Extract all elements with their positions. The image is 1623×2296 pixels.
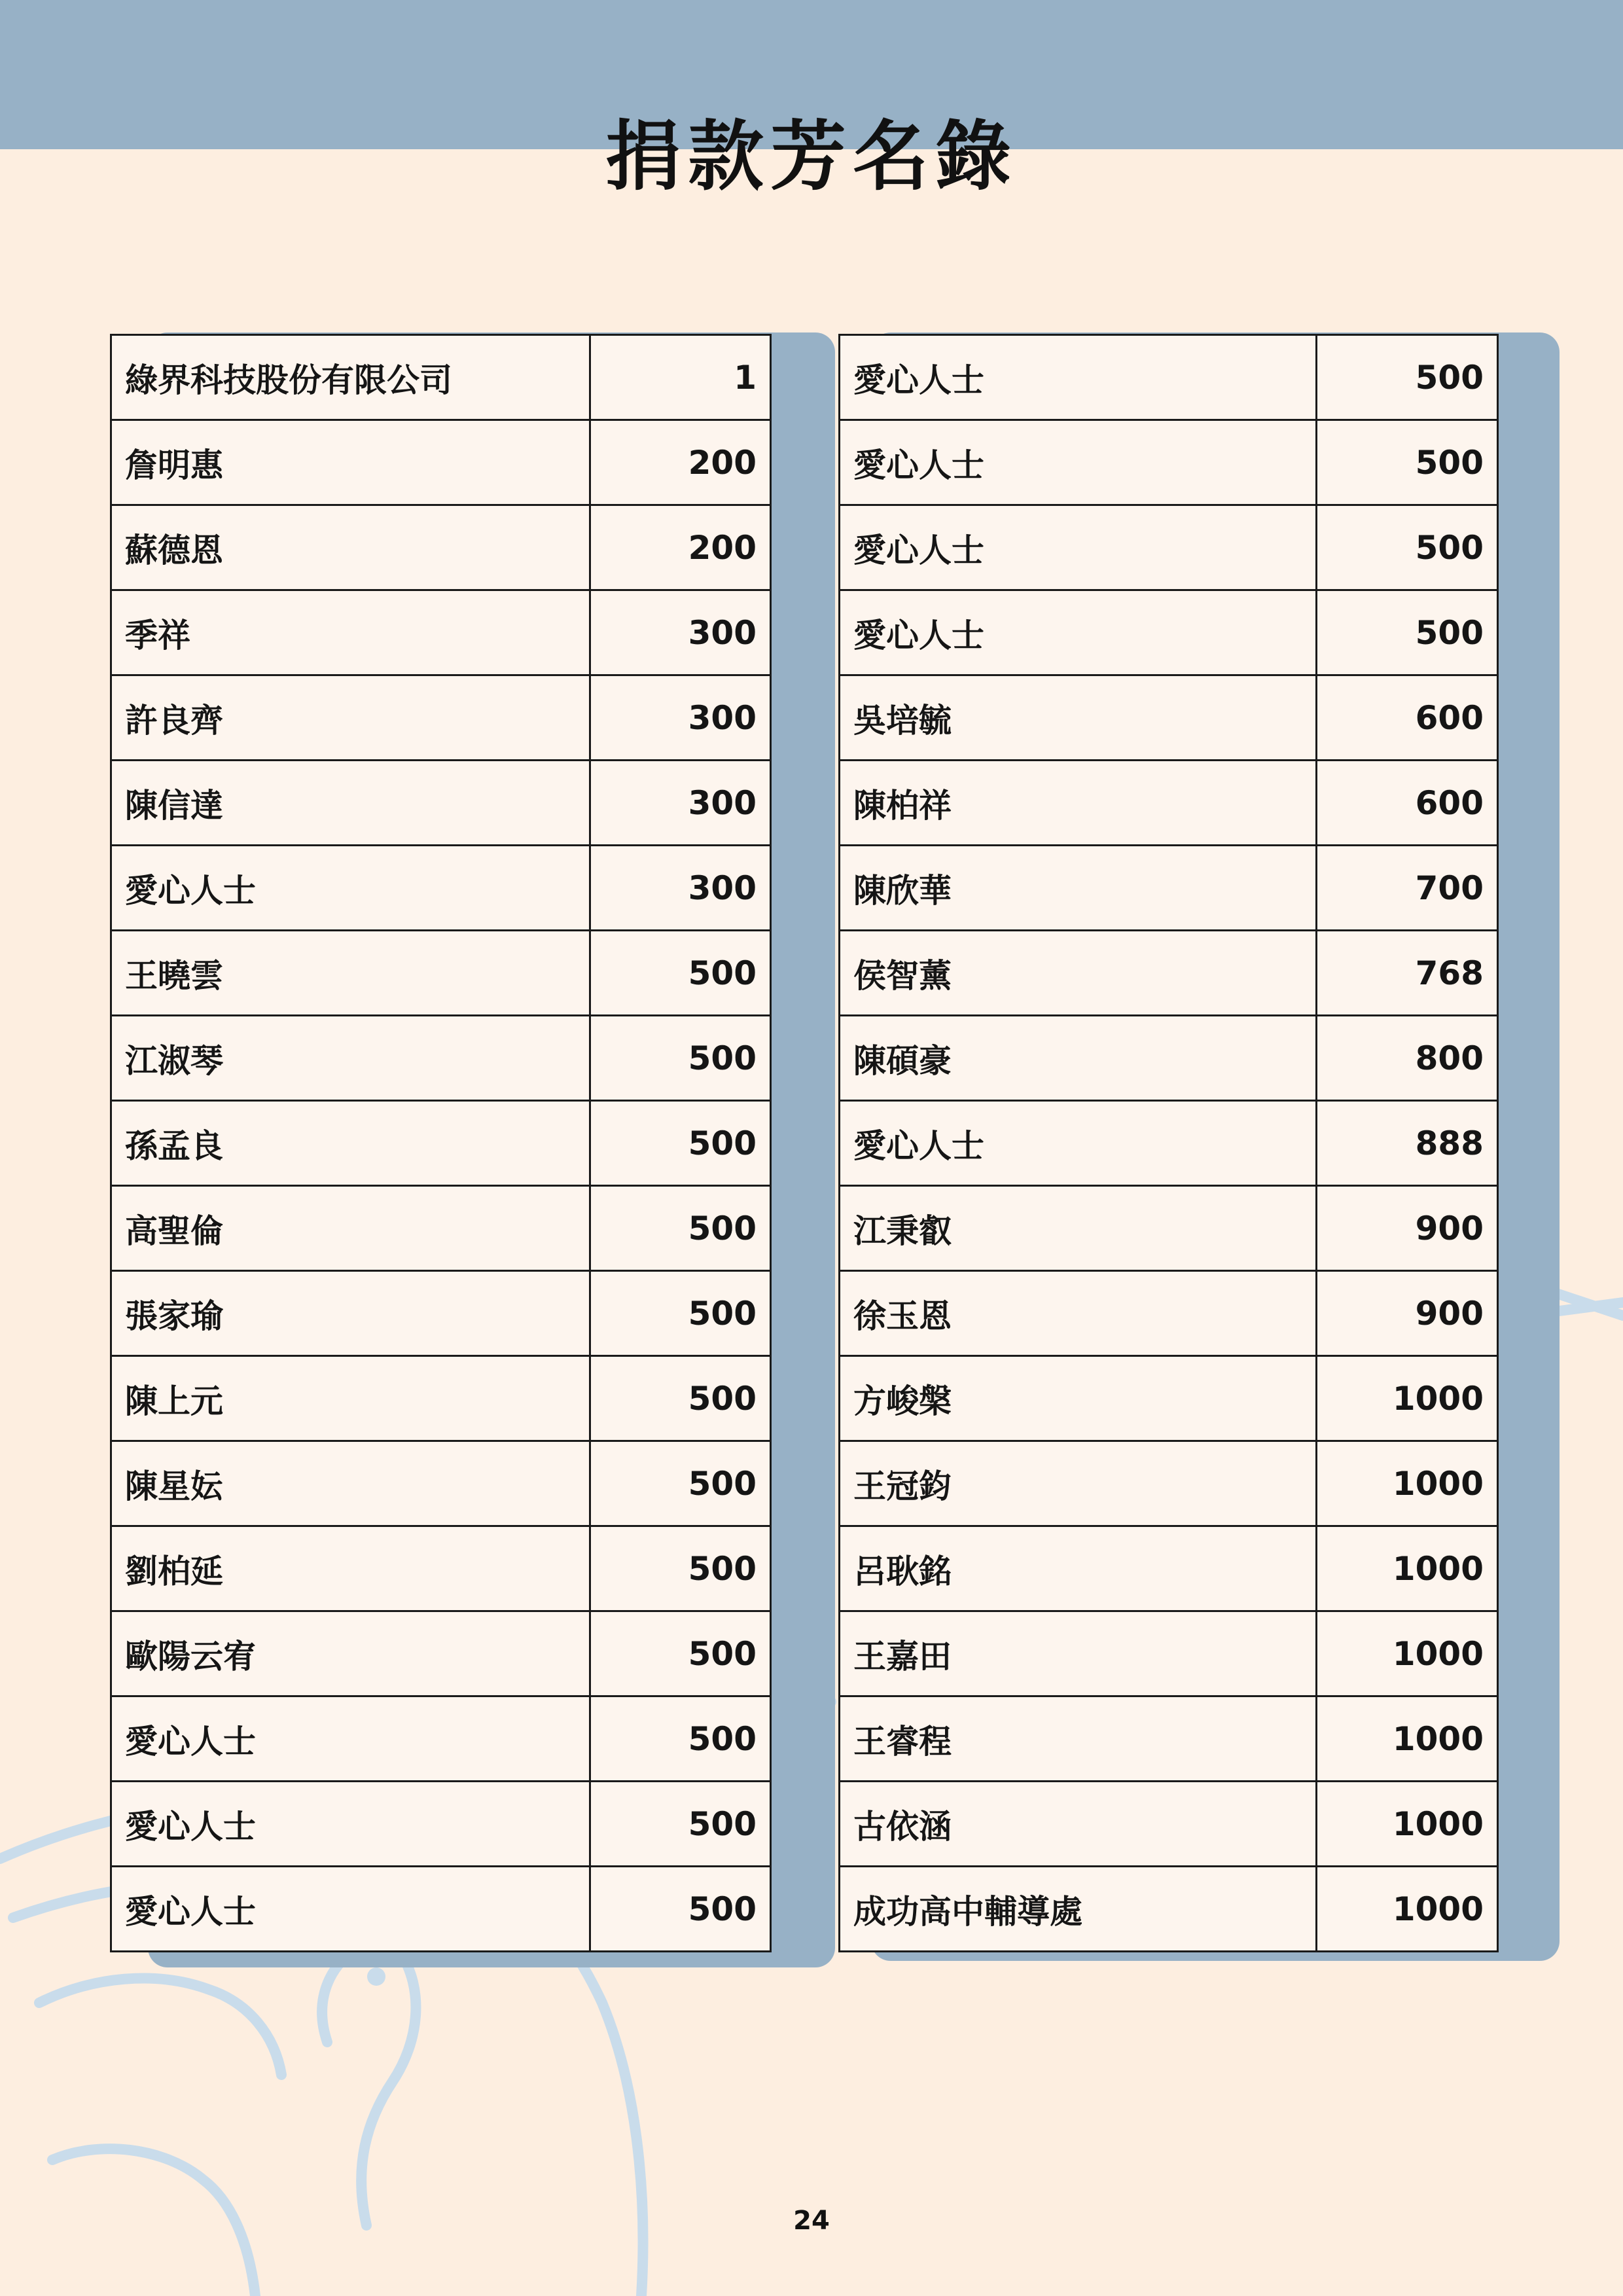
donation-amount: 500 (590, 1696, 771, 1782)
table-row (840, 675, 1498, 761)
donor-name: 陳欣華 (840, 846, 1317, 931)
donation-amount: 600 (1317, 761, 1498, 846)
donation-amount: 500 (590, 1186, 771, 1271)
table-row (840, 590, 1498, 675)
donor-name: 陳星妘 (111, 1441, 590, 1526)
table-row (111, 1526, 771, 1611)
donation-amount: 300 (590, 675, 771, 761)
donation-amount: 600 (1317, 675, 1498, 761)
donation-amount: 1 (590, 335, 771, 420)
page-title: 捐款芳名錄 (605, 113, 1018, 201)
donation-amount: 300 (590, 846, 771, 931)
donor-table-left (110, 334, 772, 1952)
table-row (840, 1611, 1498, 1696)
donor-name: 愛心人士 (840, 505, 1317, 590)
table-row (840, 1441, 1498, 1526)
donor-name: 張家瑜 (111, 1271, 590, 1356)
donation-amount: 300 (590, 590, 771, 675)
donor-name: 愛心人士 (840, 590, 1317, 675)
table-row (840, 1696, 1498, 1782)
donation-amount: 500 (590, 1016, 771, 1101)
donor-name: 古依涵 (840, 1782, 1317, 1867)
donor-name: 王曉雲 (111, 931, 590, 1016)
donation-amount: 1000 (1317, 1441, 1498, 1526)
donor-name: 陳碩豪 (840, 1016, 1317, 1101)
donation-amount: 768 (1317, 931, 1498, 1016)
table-row (111, 1782, 771, 1867)
table-row (840, 1867, 1498, 1952)
donation-amount: 500 (1317, 335, 1498, 420)
table-row (111, 931, 771, 1016)
table-row (111, 590, 771, 675)
donor-name: 侯智薰 (840, 931, 1317, 1016)
table-row (111, 1867, 771, 1952)
donation-amount: 900 (1317, 1271, 1498, 1356)
donation-amount: 500 (590, 1441, 771, 1526)
donor-name: 愛心人士 (111, 1782, 590, 1867)
table-row (111, 1441, 771, 1526)
donation-amount: 800 (1317, 1016, 1498, 1101)
table-row (111, 761, 771, 846)
donation-amount: 500 (590, 1271, 771, 1356)
donor-name: 許良齊 (111, 675, 590, 761)
donation-amount: 500 (590, 1782, 771, 1867)
donor-name: 愛心人士 (111, 1696, 590, 1782)
donor-name: 王嘉田 (840, 1611, 1317, 1696)
donor-name: 綠界科技股份有限公司 (111, 335, 590, 420)
donation-amount: 300 (590, 761, 771, 846)
table-row (111, 846, 771, 931)
donation-amount: 1000 (1317, 1696, 1498, 1782)
donor-name: 方峻槃 (840, 1356, 1317, 1441)
donation-amount: 500 (1317, 505, 1498, 590)
table-row (840, 335, 1498, 420)
table-row (840, 761, 1498, 846)
table-row (111, 1101, 771, 1186)
donor-name: 陳上元 (111, 1356, 590, 1441)
donor-name: 陳信達 (111, 761, 590, 846)
donation-amount: 200 (590, 420, 771, 505)
donation-amount: 700 (1317, 846, 1498, 931)
donor-name: 陳柏祥 (840, 761, 1317, 846)
donor-name: 孫孟良 (111, 1101, 590, 1186)
donation-amount: 200 (590, 505, 771, 590)
donation-amount: 500 (1317, 420, 1498, 505)
donor-name: 江淑琴 (111, 1016, 590, 1101)
table-row (840, 1526, 1498, 1611)
donor-name: 成功高中輔導處 (840, 1867, 1317, 1952)
table-row (111, 1611, 771, 1696)
table-row (111, 1186, 771, 1271)
table-row (840, 846, 1498, 931)
table-row (111, 335, 771, 420)
table-row (840, 1101, 1498, 1186)
donation-amount: 500 (590, 1356, 771, 1441)
donor-table-right (838, 334, 1499, 1952)
donor-name: 徐玉恩 (840, 1271, 1317, 1356)
donation-amount: 1000 (1317, 1526, 1498, 1611)
donor-name: 王冠鈞 (840, 1441, 1317, 1526)
table-row (840, 931, 1498, 1016)
donor-name: 王睿程 (840, 1696, 1317, 1782)
table-row (840, 1782, 1498, 1867)
donor-name: 愛心人士 (111, 1867, 590, 1952)
donation-amount: 1000 (1317, 1356, 1498, 1441)
donor-name: 歐陽云宥 (111, 1611, 590, 1696)
donation-amount: 500 (590, 1611, 771, 1696)
table-row (111, 675, 771, 761)
donor-name: 季祥 (111, 590, 590, 675)
donation-amount: 1000 (1317, 1782, 1498, 1867)
table-row (111, 1696, 771, 1782)
donation-amount: 900 (1317, 1186, 1498, 1271)
donor-name: 吳培毓 (840, 675, 1317, 761)
donation-amount: 888 (1317, 1101, 1498, 1186)
donor-name: 愛心人士 (840, 420, 1317, 505)
donation-amount: 1000 (1317, 1867, 1498, 1952)
page-number: 24 (793, 2206, 830, 2236)
donor-name: 江秉叡 (840, 1186, 1317, 1271)
table-row (840, 1016, 1498, 1101)
donation-amount: 500 (1317, 590, 1498, 675)
donor-name: 呂耿銘 (840, 1526, 1317, 1611)
table-row (111, 1356, 771, 1441)
table-row (840, 1271, 1498, 1356)
donation-amount: 500 (590, 1526, 771, 1611)
table-row (111, 1271, 771, 1356)
table-row (840, 505, 1498, 590)
donor-name: 蘇德恩 (111, 505, 590, 590)
donation-amount: 500 (590, 1867, 771, 1952)
donation-amount: 1000 (1317, 1611, 1498, 1696)
donor-name: 愛心人士 (840, 1101, 1317, 1186)
donor-name: 劉柏延 (111, 1526, 590, 1611)
donor-name: 愛心人士 (111, 846, 590, 931)
table-row (111, 420, 771, 505)
donor-name: 愛心人士 (840, 335, 1317, 420)
donor-name: 高聖倫 (111, 1186, 590, 1271)
table-row (840, 1186, 1498, 1271)
donor-name: 詹明惠 (111, 420, 590, 505)
table-row (111, 505, 771, 590)
donation-amount: 500 (590, 1101, 771, 1186)
donation-amount: 500 (590, 931, 771, 1016)
table-row (840, 420, 1498, 505)
table-row (840, 1356, 1498, 1441)
table-row (111, 1016, 771, 1101)
